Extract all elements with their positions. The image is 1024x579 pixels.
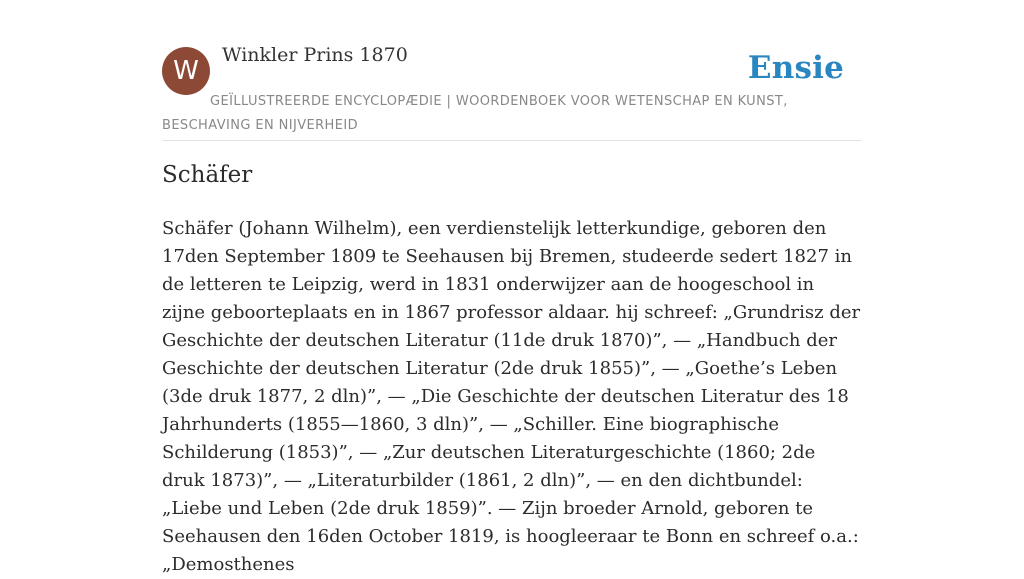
entry-body: Schäfer (Johann Wilhelm), een verdienstelijk letterkundige, geboren den 17den September 1809 te Seehausen bij Bremen, studeerde sedert 1827 in de letteren te Leipzig, werd in 1831 onderwijzer aan de hoogeschool in zijne geboorteplaats en in 1867 professor aldaar. hij schreef: „Grundrisz der Geschichte der deutschen Literatur (11de druk 1870)”, — „Handbuch der Geschichte der deutschen Literatur (2de druk 1855)”, — „Goethe’s Leben (3de druk 1877, 2 dln)”, — „Die Geschichte der deutschen Literatur des 18 Jahrhunderts (1855—1860, 3 dln)”, — „Schiller. Eine biographische Schilderung (1853)”, — „Zur deutschen Literaturgeschichte (1860; 2de druk 1873)”, — „Literaturbilder (1861, 2 dln)”, — en den dichtbundel: „Liebe und Leben (2de druk 1859)”. — Zijn broeder Arnold, geboren te Seehausen den 16den October 1819, is hoogleeraar te Bonn en schreef o.a.: „Demosthenes [162, 218, 861, 575]
source-header [162, 0, 862, 141]
page [162, 0, 862, 575]
source-subtitle: GEÏLLUSTREERDE ENCYCLOPÆDIE | WOORDENBOEK VOOR WETENSCHAP EN KUNST, BESCHAVING EN NIJVERHEID [162, 94, 788, 133]
entry-title: Schäfer [162, 162, 253, 188]
source-avatar[interactable]: W [162, 47, 210, 95]
ensie-logo[interactable]: Ensie [747, 50, 844, 86]
source-title-link[interactable]: Winkler Prins 1870 [222, 44, 408, 66]
